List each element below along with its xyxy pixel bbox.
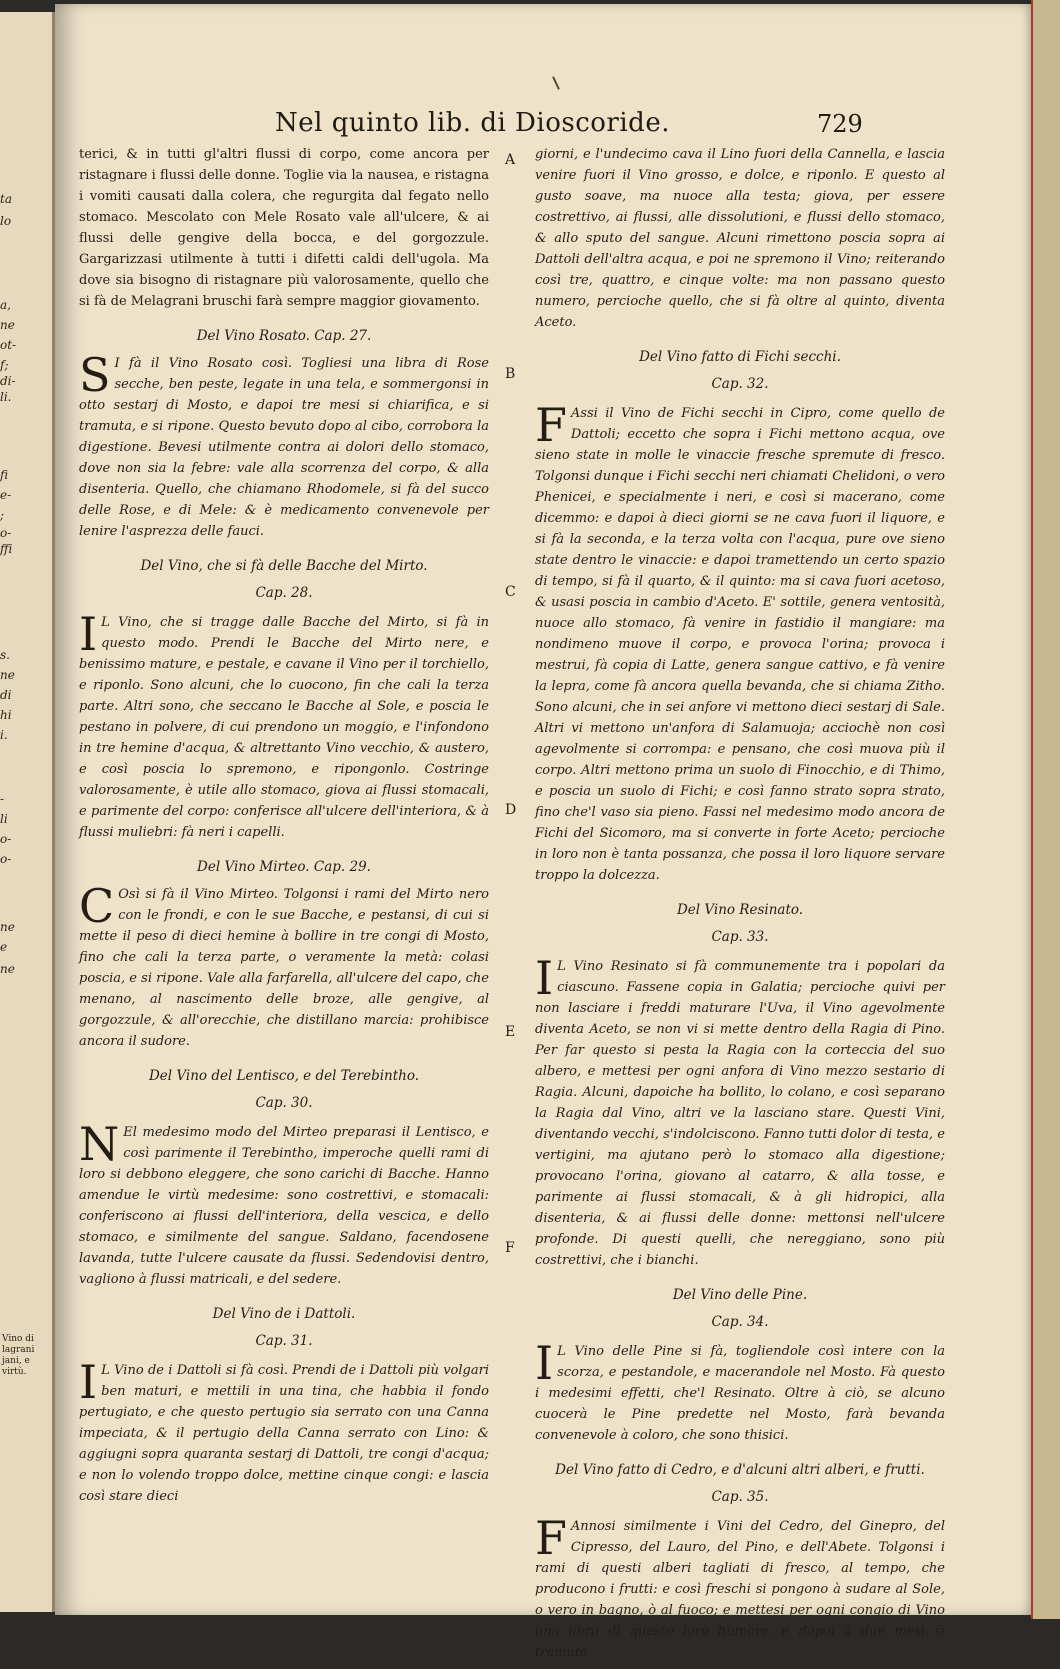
chapter-34-number: Cap. 34. [711,1314,769,1330]
drop-cap: I [535,1336,554,1390]
drop-cap: I [79,607,98,661]
chapter-28-text [79,607,489,843]
chapter-33-heading: Del Vino Resinato. [676,902,804,918]
chapter-31-number: Cap. 31. [255,1333,313,1349]
prev-page-fragment: f; [0,358,9,372]
prev-page-fragment: di [0,688,12,702]
chapter-32-text [535,398,945,886]
chapter-body: Assi il Vino de Fichi secchi in Cipro, come quello de Dattoli; eccetto che sopra i Fichi mettono acqua, ove sieno state in molle le vinaccie fresche spremute di fresco. Tolgonsi dunque i Fichi secchi neri chiamati Chelidoni, o vero Phenicei, e specialmente i neri, e così si macerano, come dicemmo: e dapoi à dieci giorni se ne cava fuori il liquore, e si fà la seconda, e la terza volta con l'acqua, pure ove sieno state dentro le vinaccie: e dapoi tramettendo un certo spazio di tempo, si fà il quarto, & il quinto: ma si cava fuori acetoso, & usasi poscia in cambio d'Aceto. E' sottile, genera ventosità, nuoce allo stomaco, fà venire in fastidio il mangiare: ma nondimeno muove il corpo, e provoca l'orina; provoca i mestrui, fà copia di Latte, genera sangue cattivo, e fà venire la lepra, come fà ancora quella bevanda, che si chiama Zitho. Sono alcuni, che in sei anfore vi mettono dieci sestarj di Sale. Altri vi mettono un'anfora di Salamuoja; acciochè non così agevolmente si corrompa: e pensano, che così muova più il corpo. Altri mettono prima un suolo di Finocchio, e di Thimo, e poscia un suolo di Fichi; e così fanno strato sopra strato, fino che'l vaso sia pieno. Fassi nel medesimo modo ancora de Fichi del Sicomoro, ma si converte in forte Aceto; percioche in loro non è tanta possanza, che possa il loro liquore servare troppo la dolcezza. [535,406,945,883]
chapter-35-heading: Del Vino fatto di Cedro, e d'alcuni altri alberi, e frutti. [555,1462,925,1478]
drop-cap: I [535,951,554,1005]
prev-page-fragment: ot- [0,338,17,352]
page-edge [1031,0,1060,1619]
margin-letter-a: A [505,152,516,168]
prev-page-fragment: - [0,792,5,806]
chapter-29-text [79,879,489,1052]
margin-letter-e: E [505,1024,516,1040]
chapter-28-number: Cap. 28. [255,585,313,601]
chapter-27-text [79,348,489,542]
chapter-32-number: Cap. 32. [711,376,769,392]
left-column [79,144,489,1513]
chapter-30-text [79,1117,489,1290]
chapter-28-heading: Del Vino, che si fà delle Bacche del Mirto. [140,558,428,574]
chapter-body: I fà il Vino Rosato così. Togliesi una libra di Rose secche, ben peste, legate in una tela, e sommergonsi in otto sestarj di Mosto, e dapoi tre mesi si chiarifica, e si tramuta, e si ripone. Questo bevuto dopo al cibo, corrobora la digestione. Bevesi utilmente contra ai dolori dello stomaco, dove non sia la febre: vale alla scorrenza del corpo, & alla disenteria. Quello, che chiamano Rhodomele, si fà del succo delle Rose, e di Mele: & è medicamento convenevole per lenire l'asprezza delle fauci. [79,356,489,539]
chapter-29-heading: Del Vino Mirteo. Cap. 29. [197,859,371,875]
margin-letter-f: F [505,1240,515,1256]
chapter-body: El medesimo modo del Mirteo preparasi il Lentisco, e così parimente il Terebintho, imperoche quelli rami di loro si debbono eleggere, che sono carichi di Bacche. Hanno amendue le virtù medesime: sono costrettivi, e stomacali: conferiscono ai flussi dell'interiora, della vescica, e dello stomaco, e similmente del sangue. Saldano, facendosene lavanda, tutte l'ulcere causate da flussi. Sedendovisi dentro, vagliono à flussi matricali, e del sedere. [79,1125,489,1287]
chapter-body: L Vino Resinato si fà communemente tra i popolari da ciascuno. Fassene copia in Galatia; percioche quivi per non lasciare i freddi maturare l'Uva, il Vino agevolmente diventa Aceto, se non vi si mette dentro della Ragia di Pino. Per far questo si pesta la Ragia con la corteccia del suo albero, e mettesi per ogni anfora di Vino mezzo sestario di Ragia. Alcuni, dapoiche ha bollito, lo colano, e così separano la Ragia dal Vino, altri ve la lasciano stare. Questi Vini, diventando vecchi, s'indolciscono. Fanno tutti dolor di testa, e vertigini, ma ajutano però lo stomaco alla digestione; provocano l'orina, giovano al catarro, & alla tosse, e parimente ai flussi stomacali, & à gli hidropici, alla disenteria, & ai flussi delle donne: mettonsi nell'ulcere profonde. Di questi quelli, che nereggiano, sono più costrettivi, che i bianchi. [535,959,945,1268]
prev-page-fragment: s. [0,648,10,662]
prev-page-fragment: lo [0,214,12,228]
prev-page-fragment: hi [0,708,12,722]
chapter-34-text [535,1336,945,1446]
running-title: Nel quinto lib. di Dioscoride. [275,108,670,138]
chapter-30-number: Cap. 30. [255,1095,313,1111]
book-page [55,4,1031,1660]
prev-page-fragment: li. [0,390,12,404]
paragraph-continued: giorni, e l'undecimo cava il Lino fuori della Cannella, e lascia venire fuori il Vino grosso, e dolce, e riponlo. E questo al gusto soave, ma nuoce alla testa; giova, per essere costrettivo, ai flussi, alle dissolutioni, e flussi dello stomaco, & allo sputo del sangue. Alcuni rimettono poscia sopra ai Dattoli dell'altra acqua, e poi ne spremono il Vino; reiterando così tre, quattro, e cinque volte: ma non passano questo numero, percioche quello, che si fà oltre al quinto, diventa Aceto. [535,147,945,330]
prev-page-fragment: o- [0,852,12,866]
prev-page-fragment: di- [0,374,16,388]
drop-cap: F [535,1511,567,1565]
prev-page-fragment: o- [0,526,12,540]
chapter-body: Annosi similmente i Vini del Cedro, del Ginepro, del Cipresso, del Lauro, del Pino, e dell'Abete. Tolgonsi i rami di questi alberi tagliati di fresco, al tempo, che producono i frutti: e così freschi si pongono à sudare al Sole, o vero in bagno, ò al fuoco; e mettesi per ogni congio di Vino una libra di questo loro humore, e dapoi à due mesi si tramuta [535,1519,945,1660]
prev-page-fragment: ne [0,962,15,976]
page-number: 729 [817,110,863,138]
prev-page-fragment: ne [0,920,15,934]
chapter-35-number: Cap. 35. [711,1489,769,1505]
drop-cap: S [79,348,111,402]
chapter-body: L Vino, che si tragge dalle Bacche del Mirto, si fà in questo modo. Prendi le Bacche del Mirto nere, e benissimo mature, e pestale, e cavane il Vino per il torchiello, e riponlo. Sono alcuni, che lo cuocono, fin che cali la terza parte. Altri sono, che seccano le Bacche al Sole, e poscia le pestano in polvere, di cui prendono un moggio, e l'infondono in tre hemine d'acqua, & altrettanto Vino vecchio, & austero, e così poscia lo spremono, e ripongonlo. Costringe valorosamente, è utile allo stomaco, giova ai flussi stomacali, e parimente del corpo: conferisce all'ulcere dell'interiora, & à flussi muliebri: fà neri i capelli. [79,615,489,840]
chapter-body: L Vino de i Dattoli si fà così. Prendi de i Dattoli più volgari ben maturi, e mettili in una tina, che habbia il fondo pertugiato, e che questo pertugio sia serrato con una Canna impeciata, & il pertugio della Canna serrato con Lino: & aggiugni sopra quaranta sestarj di Dattoli, tre congi d'acqua; e non lo volendo troppo dolce, mettine cinque congi: e lascia così stare dieci [79,1363,489,1504]
drop-cap: F [535,398,567,452]
prev-page-fragment: ne [0,318,15,332]
prev-page-fragment: i. [0,728,8,742]
chapter-31-text [79,1355,489,1507]
margin-letter-d: D [505,802,517,818]
margin-letter-c: C [505,584,516,600]
paragraph-continued: terici, & in tutti gl'altri flussi di corpo, come ancora per ristagnare i flussi delle donne. Toglie via la nausea, e ristagna i vomiti causati dalla colera, che regurgita dal fegato nello stomaco. Mescolato con Mele Rosato vale all'ulcere, & ai flussi delle gengive della bocca, e del gorgozzule. Gargarizzasi utilmente à tutti i difetti caldi dell'ugola. Ma dove sia bisogno di ristagnare più valorosamente, quello che si fà de Melagrani bruschi farà sempre maggior giovamento. [79,147,489,309]
chapter-body: Osì si fà il Vino Mirteo. Tolgonsi i rami del Mirto nero con le frondi, e con le sue Bacche, e pestansi, di cui si mette il peso di dieci hemine à bollire in tre congi di Mosto, fino che cali la terza parte, o veramente la metà: colasi poscia, e si ripone. Vale alla farfarella, all'ulcere del capo, che menano, al nascimento delle broze, alle gengive, al gorgozzule, & all'orecchie, che distillano marcia: prohibisce ancora il sudore. [79,887,489,1049]
prev-page-fragment: e- [0,488,12,502]
chapter-34-heading: Del Vino delle Pine. [672,1287,808,1303]
chapter-33-text [535,951,945,1271]
prev-page-fragment: a, [0,298,11,312]
chapter-33-number: Cap. 33. [711,929,769,945]
prev-page-fragment: ne [0,668,15,682]
drop-cap: I [79,1355,98,1409]
drop-cap: C [79,879,115,933]
chapter-body: L Vino delle Pine si fà, togliendole così intere con la scorza, e pestandole, e macerandole nel Mosto. Fà questo i medesimi effetti, che'l Resinato. Oltre à ciò, se alcuno cuocerà le Pine predette nel Mosto, farà bevanda convenevole à coloro, che sono thisici. [535,1344,945,1443]
right-column [535,144,945,1669]
prev-page-fragment: e [0,940,8,954]
prev-page-fragment: ; [0,508,5,522]
ink-mark [552,76,560,90]
chapter-27-heading: Del Vino Rosato. Cap. 27. [196,328,372,344]
drop-cap: N [79,1117,120,1171]
chapter-31-heading: Del Vino de i Dattoli. [212,1306,356,1322]
prev-page-fragment: fi [0,468,9,482]
prev-page-fragment: o- [0,832,12,846]
margin-letter-b: B [505,366,516,382]
previous-page-edge [0,12,55,1612]
prev-page-margin-note: Vino di lagrani jani, e virtù. [2,1334,35,1377]
running-head [55,104,1031,148]
chapter-30-heading: Del Vino del Lentisco, e del Terebintho. [148,1068,420,1084]
chapter-35-text [535,1511,945,1663]
chapter-32-heading: Del Vino fatto di Fichi secchi. [639,349,841,365]
prev-page-fragment: ta [0,192,12,206]
prev-page-fragment: li [0,812,8,826]
prev-page-fragment: ffi [0,542,13,556]
